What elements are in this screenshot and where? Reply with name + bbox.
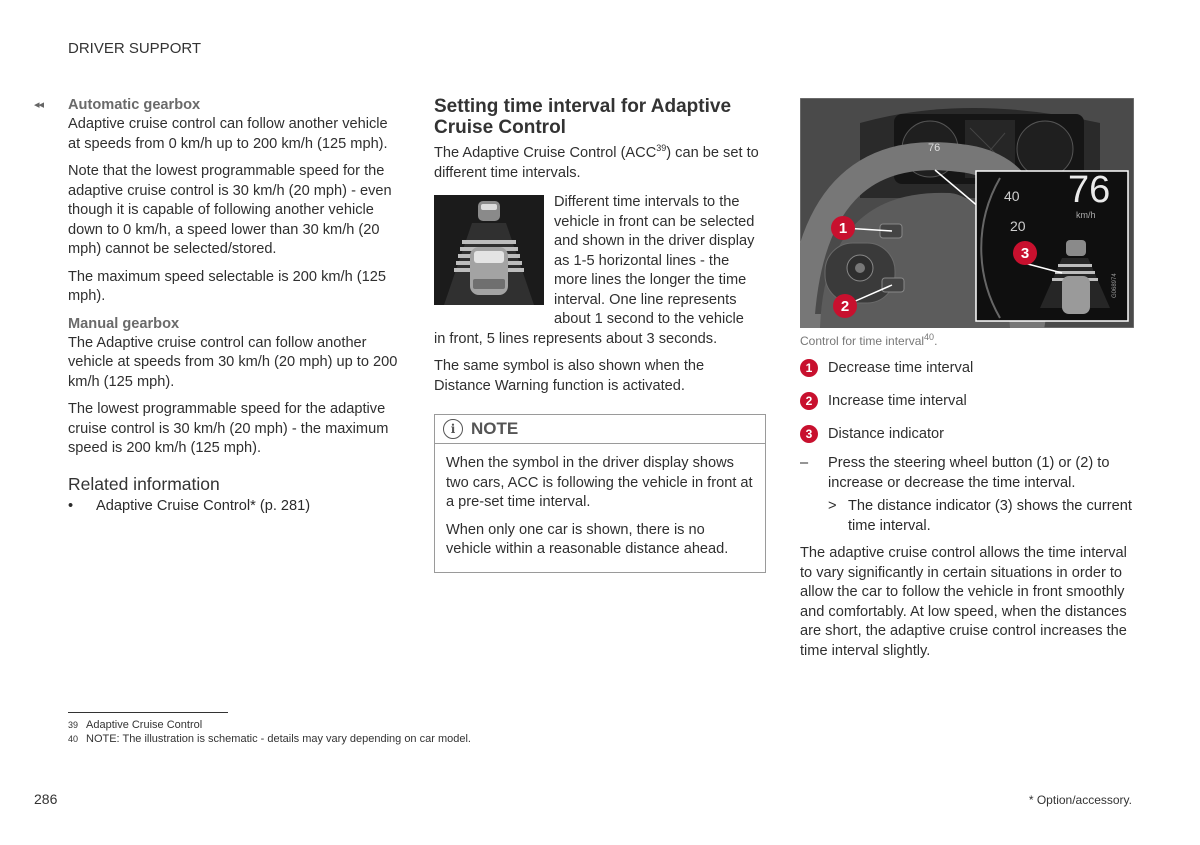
footnote-text: Adaptive Cruise Control xyxy=(86,719,203,731)
callout-1: 1 xyxy=(831,216,855,240)
display-speed-big: 76 xyxy=(1068,169,1111,211)
section-heading: Setting time interval for Adaptive Cruise Control xyxy=(434,96,732,138)
right-column xyxy=(800,334,1134,669)
note-body xyxy=(435,444,765,572)
intro-text-a: The Adaptive Cruise Control (ACC xyxy=(434,145,657,161)
automatic-paragraph-1: Adaptive cruise control can follow another vehicle at speeds from 0 km/h up to 200 km/h (125 mph). xyxy=(68,116,388,152)
legend-text-1: Decrease time interval xyxy=(828,360,974,376)
result-text: The distance indicator (3) shows the current time interval. xyxy=(848,498,1132,534)
tick-20: 20 xyxy=(1010,218,1026,234)
time-interval-symbol-image xyxy=(434,195,544,305)
caption-text: Control for time interval xyxy=(800,334,925,348)
legend-item-2 xyxy=(800,391,1134,411)
automatic-paragraph-3: The maximum speed selectable is 200 km/h (125 mph). xyxy=(68,268,386,304)
callout-2: 2 xyxy=(833,294,857,318)
note-box xyxy=(434,414,766,573)
option-note: * Option/accessory. xyxy=(1028,793,1132,807)
caption-end: . xyxy=(934,334,938,348)
illustration-code: G068974 xyxy=(1112,273,1118,298)
footnote-40 xyxy=(68,732,471,746)
legend-number-1: 1 xyxy=(800,359,818,377)
steering-wheel-illustration xyxy=(800,98,1134,328)
step-dash: – xyxy=(800,455,809,471)
note-paragraph-2: When only one car is shown, there is no vehicle within a reasonable distance ahead. xyxy=(446,521,729,557)
info-icon: i xyxy=(443,419,463,439)
note-header xyxy=(435,415,765,444)
figure-description-continued: in front, 5 lines represents about 3 seconds. xyxy=(434,330,718,347)
middle-column xyxy=(434,96,764,573)
footnote-text: NOTE: The illustration is schematic - details may vary depending on car model. xyxy=(86,733,471,745)
footnote-number: 39 xyxy=(68,720,79,730)
automatic-paragraph-2: Note that the lowest programmable speed for the adaptive cruise control is 30 km/h (20 mph) - even though it is capable of following another vehicle down to 0 km/h, a speed lower than 30 km/h (20 mph) cannot be selected/stored. xyxy=(68,163,392,257)
final-paragraph: The adaptive cruise control allows the time interval to vary significantly in certain situations in order to allow the car to follow the vehicle in front smoothly and comfortably. At low speed, when the distances are short, the adaptive cruise control increases the time interval slightly. xyxy=(800,545,1127,659)
page-number: 286 xyxy=(34,791,58,807)
result-arrow: > xyxy=(828,498,837,514)
related-list-item xyxy=(68,497,402,516)
bullet: • xyxy=(68,497,74,514)
intro-paragraph xyxy=(434,144,764,183)
legend-item-1 xyxy=(800,358,1134,378)
legend-text-2: Increase time interval xyxy=(828,393,967,409)
footnote-ref-39[interactable]: 39 xyxy=(656,143,667,154)
manual-paragraph-2: The lowest programmable speed for the adaptive cruise control is 30 km/h (20 mph) - the maximum speed is 200 km/h (125 mph). xyxy=(68,401,389,456)
automatic-gearbox-heading: Automatic gearbox xyxy=(68,97,201,113)
step-text: Press the steering wheel button (1) or (2) to increase or decrease the time interval. xyxy=(828,455,1110,491)
footnote-rule xyxy=(68,712,228,713)
note-title: NOTE xyxy=(471,419,519,438)
manual-paragraph-1: The Adaptive cruise control can follow another vehicle at speeds from 30 km/h (20 mph) up to 200 km/h (125 mph). xyxy=(68,334,398,390)
back-arrows-icon[interactable]: ◂◂ xyxy=(34,99,44,111)
figure-description: Different time intervals to the vehicle in front can be selected and shown in the driver display as 1-5 horizontal lines - the more lines the longer the time interval. One line represents about 1 second to the vehicle xyxy=(554,194,755,327)
instruction-step xyxy=(800,454,1134,493)
legend-item-3 xyxy=(800,424,1134,444)
note-paragraph-1: When the symbol in the driver display shows two cars, ACC is following the vehicle in front at a pre-set time interval. xyxy=(446,455,753,510)
footnote-39 xyxy=(68,718,471,732)
legend-text-3: Distance indicator xyxy=(828,426,944,442)
related-information-heading: Related information xyxy=(68,473,220,494)
section-header: DRIVER SUPPORT xyxy=(68,40,202,57)
instruction-result xyxy=(828,497,1134,536)
footnotes xyxy=(68,718,471,746)
legend-number-3: 3 xyxy=(800,425,818,443)
manual-gearbox-heading: Manual gearbox xyxy=(68,315,180,332)
distance-warning-paragraph: The same symbol is also shown when the Distance Warning function is activated. xyxy=(434,358,705,394)
figure-block xyxy=(434,193,764,330)
intro-text-b: ) can be set to different time intervals. xyxy=(434,145,759,181)
related-link[interactable]: Adaptive Cruise Control* (p. 281) xyxy=(96,497,311,514)
footnote-number: 40 xyxy=(68,734,79,744)
callout-3: 3 xyxy=(1013,241,1037,265)
footnote-ref-40[interactable]: 40 xyxy=(924,332,935,342)
display-speed-small: 76 xyxy=(928,142,941,154)
legend-number-2: 2 xyxy=(800,392,818,410)
display-unit: km/h xyxy=(1076,210,1096,220)
left-column xyxy=(68,96,402,516)
tick-40: 40 xyxy=(1004,188,1020,204)
figure-caption xyxy=(800,334,1134,348)
distance-symbol-icon xyxy=(434,195,544,305)
